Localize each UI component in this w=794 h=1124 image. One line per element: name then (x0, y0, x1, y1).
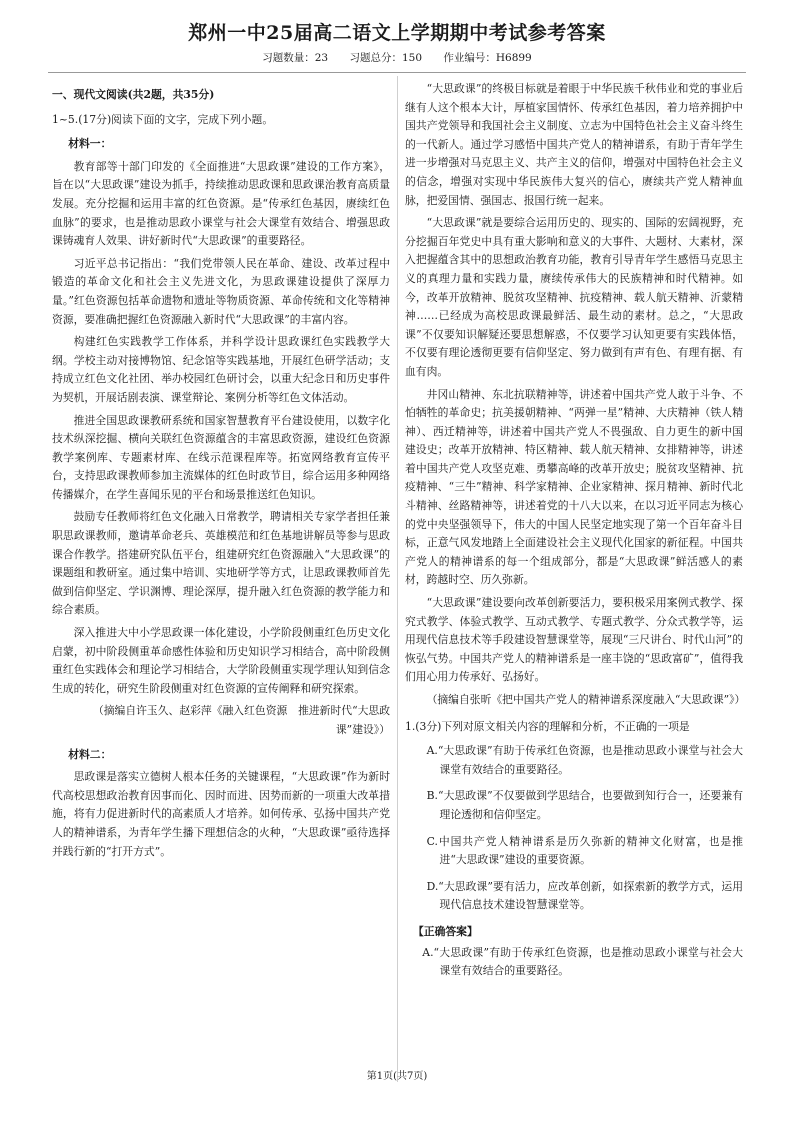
material2-paragraph: 思政课是落实立德树人根本任务的关键课程，“大思政课”作为新时代高校思想政治教育因事而化、因时而进、因势而新的一项重大改革措施，将有力促进新时代的高素质人才培养。如何传承、弘扬中国共产党人的精神谱系，为青年学生播下理想信念的火种，“大思政课”亟待选择并践行新的“打开方式”。 (52, 770, 390, 858)
question-group-intro: 1~5.(17分)阅读下面的文字，完成下列小题。 (52, 112, 274, 126)
question-1-option-a: A.“大思政课”有助于传承红色资源，也是推动思政小课堂与社会大课堂有效结合的重要路径。 (426, 744, 743, 776)
material1-source: （摘编自许玉久、赵彩萍《融入红色资源 推进新时代“大思政课”建设》） (92, 704, 390, 736)
left-column (52, 80, 390, 865)
question-1-option-c: C.中国共产党人精神谱系是历久弥新的精神文化财富，也是推进“大思政课”建设的重要资源。 (426, 834, 743, 867)
material1-paragraph: 鼓励专任教师将红色文化融入日常教学，聘请相关专家学者担任兼职思政课教师，邀请革命老兵、英雄模范和红色基地讲解员等参与思政课合作教学。搭建研究队伍平台，组建研究红色资源融入“大思政课”的课题组和教研室。通过集中培训、实地研学等方式，让思政课教师首先做到信仰坚定、学识渊博、理论深厚，提升融入红色资源的教学能力和综合素质。 (52, 510, 390, 617)
section-title: 一、现代文阅读(共2题，共35分) (52, 88, 215, 101)
page-number: 第1页(共7页) (366, 1071, 428, 1082)
answer-label: 【正确答案】 (413, 924, 478, 938)
homework-id: 作业编号：H6899 (443, 52, 532, 64)
header-divider (48, 72, 746, 73)
exam-meta (0, 50, 794, 65)
material2-heading: 材料二： (68, 747, 112, 761)
question-1-option-d: D.“大思政课”要有活力，应改革创新，如探索新的教学方式，运用现代信息技术建设智慧课堂等。 (426, 879, 743, 912)
material1-paragraph: 推进全国思政课教研系统和国家智慧教育平台建设使用，以数字化技术纵深挖掘、横向关联红色资源蕴含的丰富思政资源，建设红色资源教学案例库、专题素材库、在线示范课程库等。拓宽网络教育宣传平台，支持思政课教师参加主流媒体的红色时政节目，综合运用多种网络传播媒介，在学生喜闻乐见的平台和场景推送红色知识。 (52, 413, 390, 501)
total-score: 习题总分：150 (349, 52, 423, 64)
question-1-option-b: B.“大思政课”不仅要做到学思结合，也要做到知行合一，还要兼有理论透彻和信仰坚定。 (426, 789, 743, 821)
question-count: 习题数量：23 (262, 52, 329, 64)
question-1-stem: 1.(3分)下列对原文相关内容的理解和分析，不正确的一项是 (405, 719, 690, 733)
material1-paragraph: 深入推进大中小学思政课一体化建设，小学阶段侧重红色历史文化启蒙，初中阶段侧重革命感性体验和历史知识学习相结合，高中阶段侧重红色实践体会和理论学习相结合，大学阶段侧重实现学理认知到信念生成的转化，研究生阶段侧重对红色资源的宣传阐释和研究探索。 (52, 626, 390, 695)
material1-paragraph: 教育部等十部门印发的《全面推进“大思政课”建设的工作方案》，旨在以“大思政课”建设为抓手，持续推动思政课和思政课治教育高质量发展。充分挖掘和运用丰富的红色资源。是“传承红色基因，赓续红色血脉”的要求，也是推动思政小课堂与社会大课堂有效结合、增强思政课铸魂育人效果、讲好新时代“大思政课”的重要路径。 (52, 159, 390, 248)
material1-paragraph: 构建红色实践教学工作体系，并科学设计思政课红色实践教学大纲。学校主动对接博物馆、纪念馆等实践基地，开展红色研学活动；支持成立红色文化社团、举办校园红色研讨会，以重大纪念日和历史事件为契机，开展话剧表演、课堂辩论、案例分析等红色文体活动。 (52, 335, 390, 404)
material2-paragraph: “大思政课”的终极目标就是着眼于中华民族千秋伟业和党的事业后继有人这个根本大计，厚植家国情怀、传承红色基因，着力培养拥护中国共产党领导和我国社会主义制度、立志为中国特色社会主义奋斗终生的一代新人。通过学习感悟中国共产党人的精神谱系，有助于青年学生进一步增强对马克思主义、共产主义的信仰，增强对中国特色社会主义的信念，增强对实现中华民族伟大复兴的信心，赓续共产党人精神血脉，把爱国情、强国志、报国行统一起来。 (405, 82, 743, 207)
column-divider (397, 76, 398, 1082)
material2-paragraph: “大思政课”建设要向改革创新要活力，要积极采用案例式教学、探究式教学、体验式教学、互动式教学、专题式教学、分众式教学等，运用现代信息技术等手段建设智慧课堂等，展现“三尺讲台、时代山河”的恢弘气势。中国共产党人的精神谱系是一座丰饶的“思政富矿”，值得我们用心用力传承好、弘扬好。 (405, 596, 743, 684)
material2-source: （摘编自张昕《把中国共产党人的精神谱系深度融入“大思政课”》） (426, 693, 746, 706)
material2-paragraph: 井冈山精神、东北抗联精神等，讲述着中国共产党人敢于斗争、不怕牺牲的革命史；抗美援朝精神、“两弹一星”精神、大庆精神（铁人精神）、西迁精神等，讲述着中国共产党人不畏强敌、自力更生的新中国建设史；改革开放精神、特区精神、载人航天精神、女排精神等，讲述着中国共产党人攻坚克难、勇攀高峰的改革开放史；脱贫攻坚精神、抗疫精神、“三牛”精神、科学家精神、企业家精神、探月精神、新时代北斗精神、丝路精神等，讲述着党的十八大以来，在以习近平同志为核心的党中央坚强领导下，伟大的中国人民坚定地实现了第一个百年奋斗目标，正意气风发地踏上全面建设社会主义现代化国家的新征程。中国共产党人的精神谱系的每一个组成部分，都是“大思政课”鲜活感人的素材，跨越时空、历久弥新。 (405, 387, 743, 587)
material1-paragraph: 习近平总书记指出：“我们党带领人民在革命、建设、改革过程中锻造的革命文化和社会主义先进文化，为思政课建设提供了深厚力量。”红色资源包括革命遗物和遗址等物质资源、革命传统和文化等精神资源，要准确把握红色资源融入新时代“大思政课”的丰富内容。 (52, 256, 390, 326)
right-column (405, 80, 746, 981)
material2-paragraph: “大思政课”就是要综合运用历史的、现实的、国际的宏阔视野，充分挖掘百年党史中具有重大影响和意义的大事件、大题材、大素材，深入把握蕴含其中的思想政治教育功能，教育引导青年学生感悟马克思主义的真理力量和实践力量，赓续传承伟大的民族精神和时代精神。如今，改革开放精神、脱贫攻坚精神、抗疫精神、载人航天精神、沂蒙精神……已经成为高校思政课最鲜活、最生动的素材。总之，“大思政课”不仅要知识解疑还要思想解惑，不仅要学习认知更要有实践体悟，不仅要有理论透彻更要有信仰坚定、努力做到有声有色、有理有据、有血有肉。 (405, 216, 743, 378)
material1-heading: 材料一： (68, 137, 112, 151)
correct-answer: A.“大思政课”有助于传承红色资源，也是推动思政小课堂与社会大课堂有效结合的重要路径。 (422, 945, 743, 978)
page-title: 郑州一中25届高二语文上学期期中考试参考答案 (188, 22, 606, 44)
